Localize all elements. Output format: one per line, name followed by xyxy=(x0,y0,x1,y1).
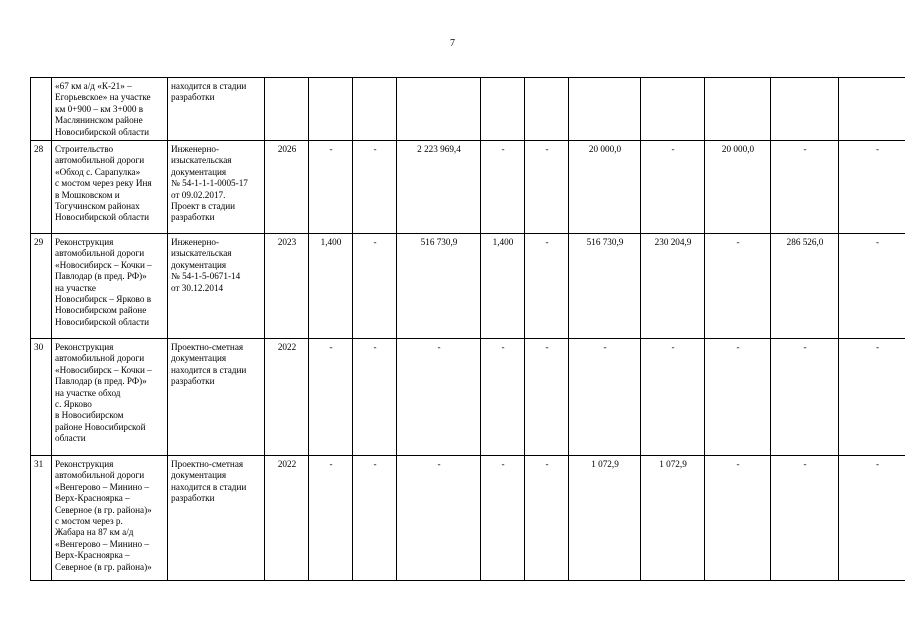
row-number: 28 xyxy=(31,141,52,234)
object-name-cell: Реконструкция автомобильной дороги «Новосибирск – Кочки – Павлодар (в пред. РФ)» на участке Новосибирск – Ярково в Новосибирском районе Новосибирской области xyxy=(52,234,168,339)
value-cell: 1,400 xyxy=(309,234,353,339)
object-name-cell: «67 км а/д «К-21» – Егорьевское» на участке км 0+900 – км 3+000 в Маслянинском районе Новосибирской области xyxy=(52,78,168,141)
value-cell xyxy=(771,78,839,141)
value-cell: 20 000,0 xyxy=(569,141,641,234)
row-number: 31 xyxy=(31,456,52,581)
table-row xyxy=(31,456,905,581)
documentation-cell: Инженерно- изыскательская документация № 54-1-5-0671-14 от 30.12.2014 xyxy=(168,234,265,339)
value-cell: - xyxy=(525,456,569,581)
value-cell: - xyxy=(309,339,353,456)
value-cell: - xyxy=(771,456,839,581)
documentation-cell: Проектно-сметная документация находится в стадии разработки xyxy=(168,339,265,456)
value-cell xyxy=(641,78,705,141)
table-row xyxy=(31,234,905,339)
value-cell: - xyxy=(397,339,481,456)
value-cell xyxy=(353,78,397,141)
table-row xyxy=(31,141,905,234)
value-cell: - xyxy=(397,456,481,581)
value-cell: - xyxy=(705,339,771,456)
value-cell xyxy=(309,78,353,141)
value-cell: - xyxy=(353,234,397,339)
value-cell xyxy=(839,78,905,141)
value-cell xyxy=(569,78,641,141)
value-cell: - xyxy=(771,339,839,456)
documentation-cell: находится в стадии разработки xyxy=(168,78,265,141)
projects-table xyxy=(30,77,905,581)
table-body xyxy=(31,78,905,581)
value-cell: - xyxy=(481,339,525,456)
value-cell: - xyxy=(641,141,705,234)
value-cell xyxy=(397,78,481,141)
value-cell: - xyxy=(839,141,905,234)
value-cell: 1 072,9 xyxy=(569,456,641,581)
value-cell: - xyxy=(353,456,397,581)
value-cell: 286 526,0 xyxy=(771,234,839,339)
value-cell: - xyxy=(525,339,569,456)
year-cell xyxy=(265,78,309,141)
year-cell: 2022 xyxy=(265,339,309,456)
row-number xyxy=(31,78,52,141)
documentation-cell: Проектно-сметная документация находится в стадии разработки xyxy=(168,456,265,581)
value-cell: - xyxy=(705,456,771,581)
value-cell: - xyxy=(771,141,839,234)
page-number: 7 xyxy=(450,38,455,49)
value-cell xyxy=(481,78,525,141)
table-row xyxy=(31,78,905,141)
value-cell: - xyxy=(525,234,569,339)
value-cell: - xyxy=(353,339,397,456)
value-cell: 230 204,9 xyxy=(641,234,705,339)
value-cell: - xyxy=(309,456,353,581)
value-cell: 1 072,9 xyxy=(641,456,705,581)
object-name-cell: Реконструкция автомобильной дороги «Новосибирск – Кочки – Павлодар (в пред. РФ)» на участке обход с. Ярково в Новосибирском районе Новосибирской области xyxy=(52,339,168,456)
value-cell: - xyxy=(839,234,905,339)
value-cell: - xyxy=(481,456,525,581)
value-cell: - xyxy=(839,456,905,581)
documentation-cell: Инженерно- изыскательская документация № 54-1-1-1-0005-17 от 09.02.2017. Проект в стадии разработки xyxy=(168,141,265,234)
year-cell: 2022 xyxy=(265,456,309,581)
value-cell: - xyxy=(569,339,641,456)
value-cell: - xyxy=(839,339,905,456)
value-cell: - xyxy=(705,234,771,339)
value-cell: 2 223 969,4 xyxy=(397,141,481,234)
row-number: 30 xyxy=(31,339,52,456)
table-row xyxy=(31,339,905,456)
value-cell: - xyxy=(525,141,569,234)
value-cell: 20 000,0 xyxy=(705,141,771,234)
value-cell: 516 730,9 xyxy=(397,234,481,339)
value-cell: - xyxy=(353,141,397,234)
value-cell: - xyxy=(309,141,353,234)
value-cell xyxy=(705,78,771,141)
object-name-cell: Реконструкция автомобильной дороги «Венгерово – Минино – Верх-Красноярка – Северное (в гр. района)» с мостом через р. Жабара на 87 км а/д «Венгерово – Минино – Верх-Красноярка – Северное (в гр. района)» xyxy=(52,456,168,581)
object-name-cell: Строительство автомобильной дороги «Обход с. Сарапулка» с мостом через реку Иня в Мошковском и Тогучинском районах Новосибирской области xyxy=(52,141,168,234)
year-cell: 2023 xyxy=(265,234,309,339)
year-cell: 2026 xyxy=(265,141,309,234)
value-cell: - xyxy=(641,339,705,456)
value-cell: 516 730,9 xyxy=(569,234,641,339)
row-number: 29 xyxy=(31,234,52,339)
value-cell: - xyxy=(481,141,525,234)
value-cell: 1,400 xyxy=(481,234,525,339)
value-cell xyxy=(525,78,569,141)
